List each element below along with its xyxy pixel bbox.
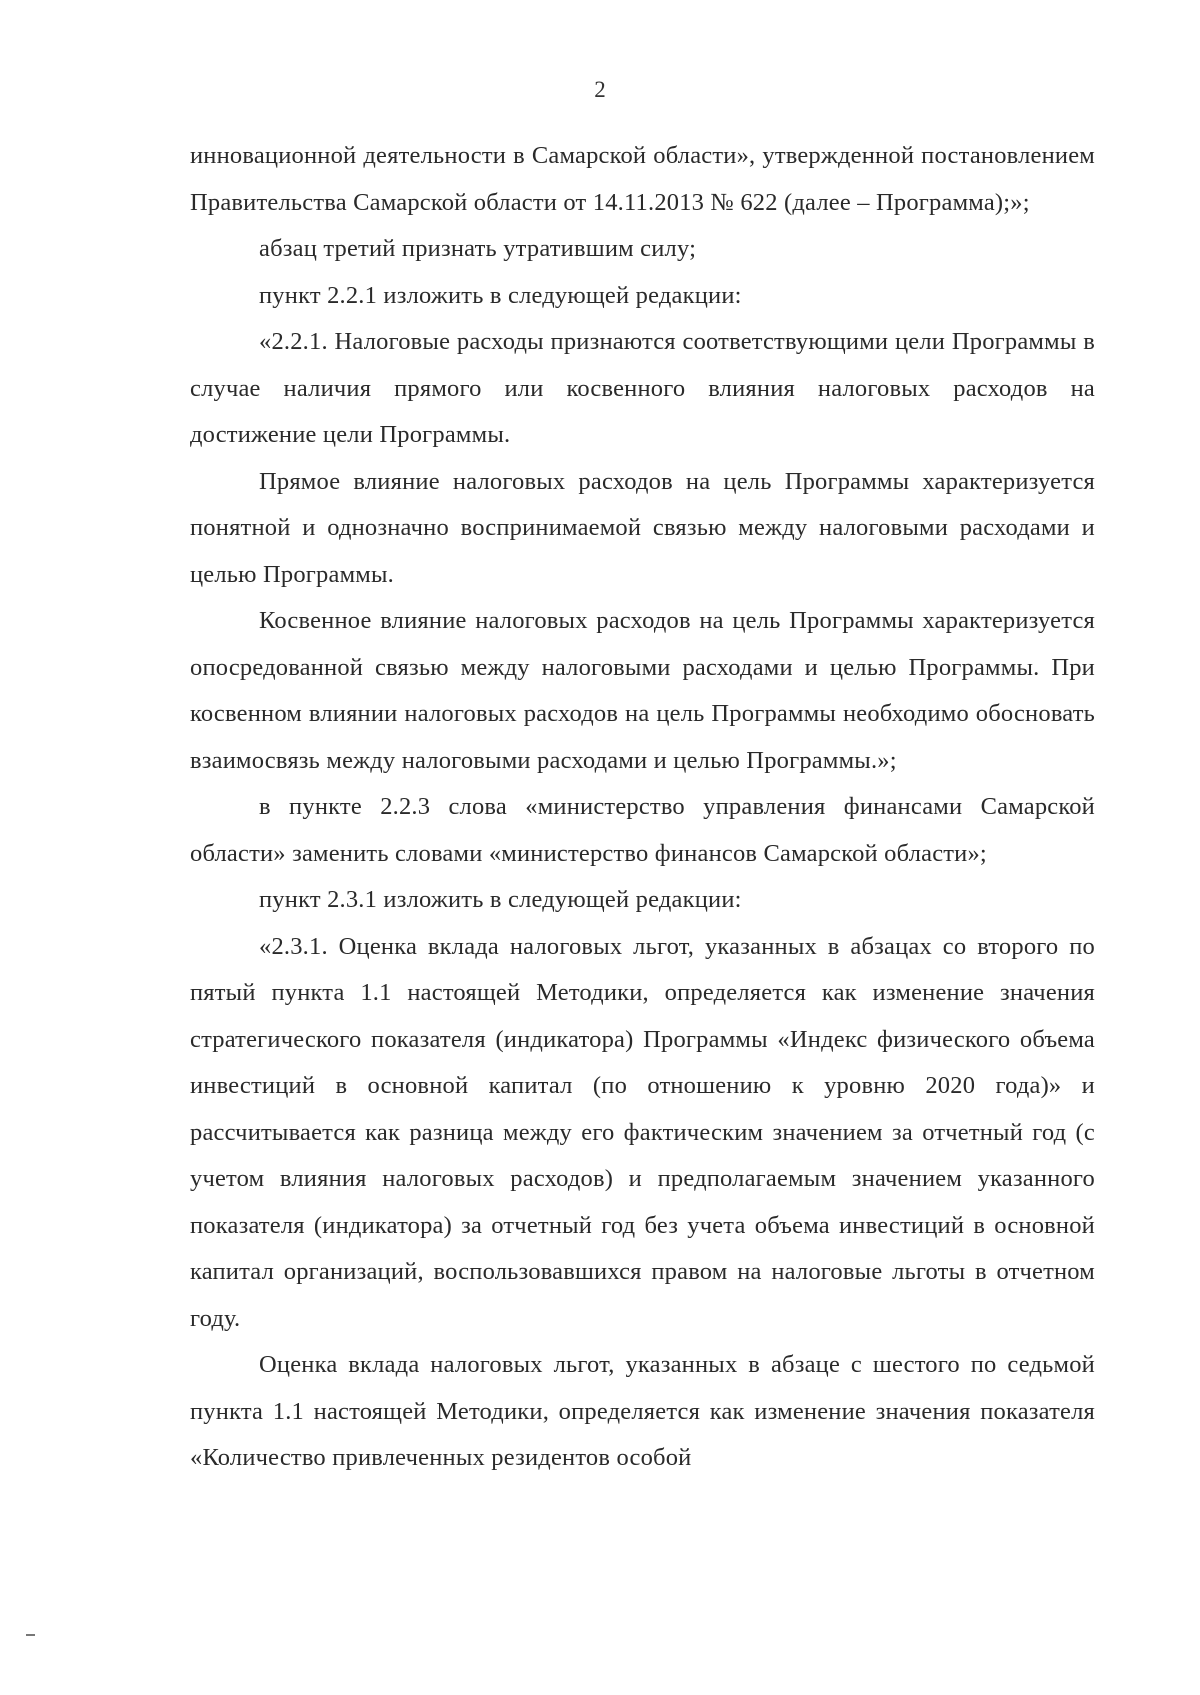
page-number: 2 <box>594 77 606 102</box>
paragraph-10: Оценка вклада налоговых льгот, указанных в абзаце с шестого по седьмой пункта 1.1 настоящей Методики, определяется как изменение значения показателя «Количество привлеченных резидентов особой <box>190 1351 1095 1471</box>
paragraph-9: «2.3.1. Оценка вклада налоговых льгот, указанных в абзацах со второго по пятый пункта 1.1 настоящей Методики, определяется как изменение значения стратегического показателя (индикатора) Программы «Индекс физического объема инвестиций в основной капитал (по отношению к уровню 2020 года)» и рассчитывается как разница между его фактическим значением за отчетный год (с учетом влияния налоговых расходов) и предполагаемым значением указанного показателя (индикатора) за отчетный год без учета объема инвестиций в основной капитал организаций, воспользовавшихся правом на налоговые льготы в отчетном году. <box>190 932 1095 1332</box>
paragraph-5: Прямое влияние налоговых расходов на цель Программы характеризуется понятной и однозначно воспринимаемой связью между налоговыми расходами и целью Программы. <box>190 467 1095 588</box>
paragraph-4: «2.2.1. Налоговые расходы признаются соответствующими цели Программы в случае наличия прямого или косвенного влияния налоговых расходов на достижение цели Программы. <box>190 328 1095 448</box>
document-body <box>190 133 1095 1482</box>
paragraph-8: пункт 2.3.1 изложить в следующей редакции: <box>259 886 742 913</box>
paragraph-7: в пункте 2.2.3 слова «министерство управления финансами Самарской области» заменить словами «министерство финансов Самарской области»; <box>190 793 1095 867</box>
paragraph-3: пункт 2.2.1 изложить в следующей редакции: <box>259 281 742 309</box>
scan-margin-mark <box>26 1634 35 1636</box>
paragraph-1: инновационной деятельности в Самарской области», утвержденной постановлением Правительства Самарской области от 14.11.2013 № 622 (далее – Программа);»; <box>190 142 1095 216</box>
paragraph-6: Косвенное влияние налоговых расходов на цель Программы характеризуется опосредованной связью между налоговыми расходами и целью Программы. При косвенном влиянии налоговых расходов на цель Программы необходимо обосновать взаимосвязь между налоговыми расходами и целью Программы.»; <box>190 607 1095 774</box>
paragraph-2: абзац третий признать утратившим силу; <box>259 235 697 262</box>
